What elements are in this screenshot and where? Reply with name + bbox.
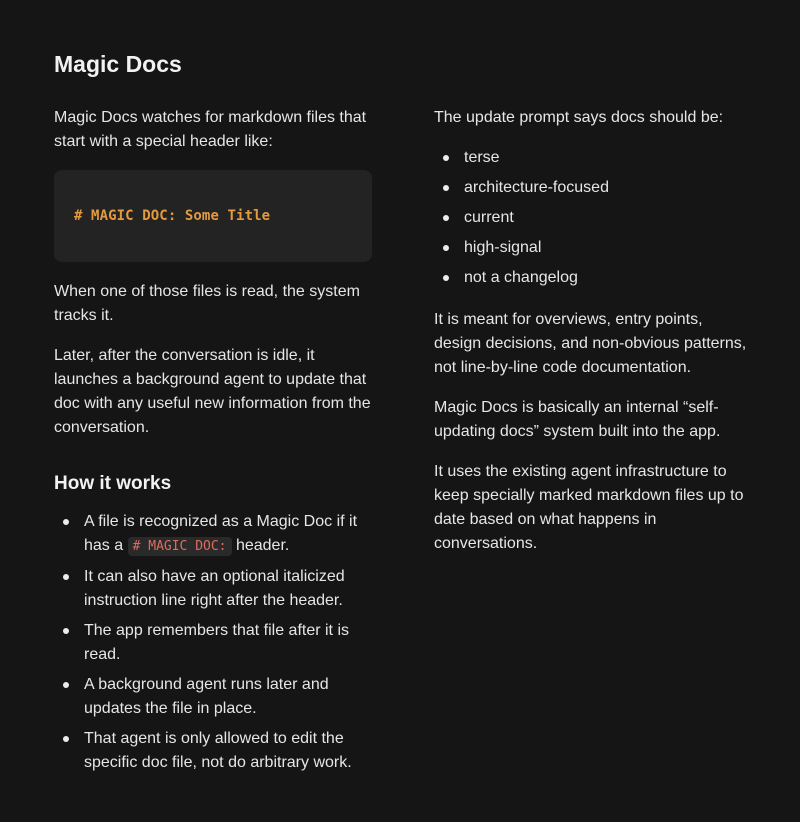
- code-block: [54, 170, 372, 262]
- list-item-text: high-signal: [464, 239, 542, 256]
- bullet-icon: [63, 628, 69, 634]
- bullet-icon: [63, 519, 69, 525]
- list-item: [434, 236, 754, 260]
- list-item-text: A background agent runs later and updates the file in place.: [84, 676, 329, 717]
- code-example: # MAGIC DOC: Some Title: [74, 208, 271, 224]
- bullet-icon: [63, 574, 69, 580]
- list-item-text: terse: [464, 149, 500, 166]
- document: [54, 48, 754, 771]
- meant-for-paragraph: It is meant for overviews, entry points, design decisions, and non-obvious patterns, not line-by-line code documentation.: [434, 311, 747, 376]
- tracks-paragraph: When one of those files is read, the system tracks it.: [54, 283, 360, 324]
- bullet-icon: [443, 155, 449, 161]
- list-item: [434, 206, 754, 230]
- list-item-text: It can also have an optional italicized instruction line right after the header.: [84, 568, 345, 609]
- list-item-text: header.: [231, 537, 290, 554]
- list-item-text: The app remembers that file after it is read.: [84, 622, 349, 663]
- list-item-text: not a changelog: [464, 269, 578, 286]
- list-item: [54, 727, 372, 775]
- list-item: [434, 266, 754, 290]
- list-item-text: architecture-focused: [464, 179, 609, 196]
- bullet-icon: [443, 185, 449, 191]
- list-item: [434, 176, 754, 200]
- right-column: [434, 106, 754, 572]
- bullet-icon: [63, 682, 69, 688]
- bullet-icon: [63, 736, 69, 742]
- basically-paragraph: Magic Docs is basically an internal “self-updating docs” system built into the app.: [434, 399, 721, 440]
- bullet-icon: [443, 215, 449, 221]
- page-title: Magic Docs: [54, 51, 182, 77]
- inline-code: # MAGIC DOC:: [128, 537, 232, 556]
- left-column: [54, 106, 372, 781]
- list-item: [434, 146, 754, 170]
- list-item-text: That agent is only allowed to edit the specific doc file, not do arbitrary work.: [84, 730, 352, 771]
- how-it-works-list: [54, 510, 372, 775]
- list-item: [54, 565, 372, 613]
- list-item: [54, 673, 372, 721]
- how-it-works-heading: How it works: [54, 473, 172, 494]
- list-item-text: A file is recognized as a Magic Doc if it has a: [84, 513, 358, 554]
- uses-paragraph: It uses the existing agent infrastructure to keep specially marked markdown files up to date based on what happens in conversations.: [434, 463, 744, 552]
- qualities-list: [434, 146, 754, 290]
- list-item: [54, 619, 372, 667]
- later-paragraph: Later, after the conversation is idle, it launches a background agent to update that doc with any useful new information from the conversation.: [54, 347, 371, 436]
- list-item: [54, 510, 372, 559]
- list-item-text: current: [464, 209, 514, 226]
- bullet-icon: [443, 275, 449, 281]
- bullet-icon: [443, 245, 449, 251]
- intro-paragraph: Magic Docs watches for markdown files that start with a special header like:: [54, 109, 367, 150]
- prompt-intro-paragraph: The update prompt says docs should be:: [434, 109, 724, 126]
